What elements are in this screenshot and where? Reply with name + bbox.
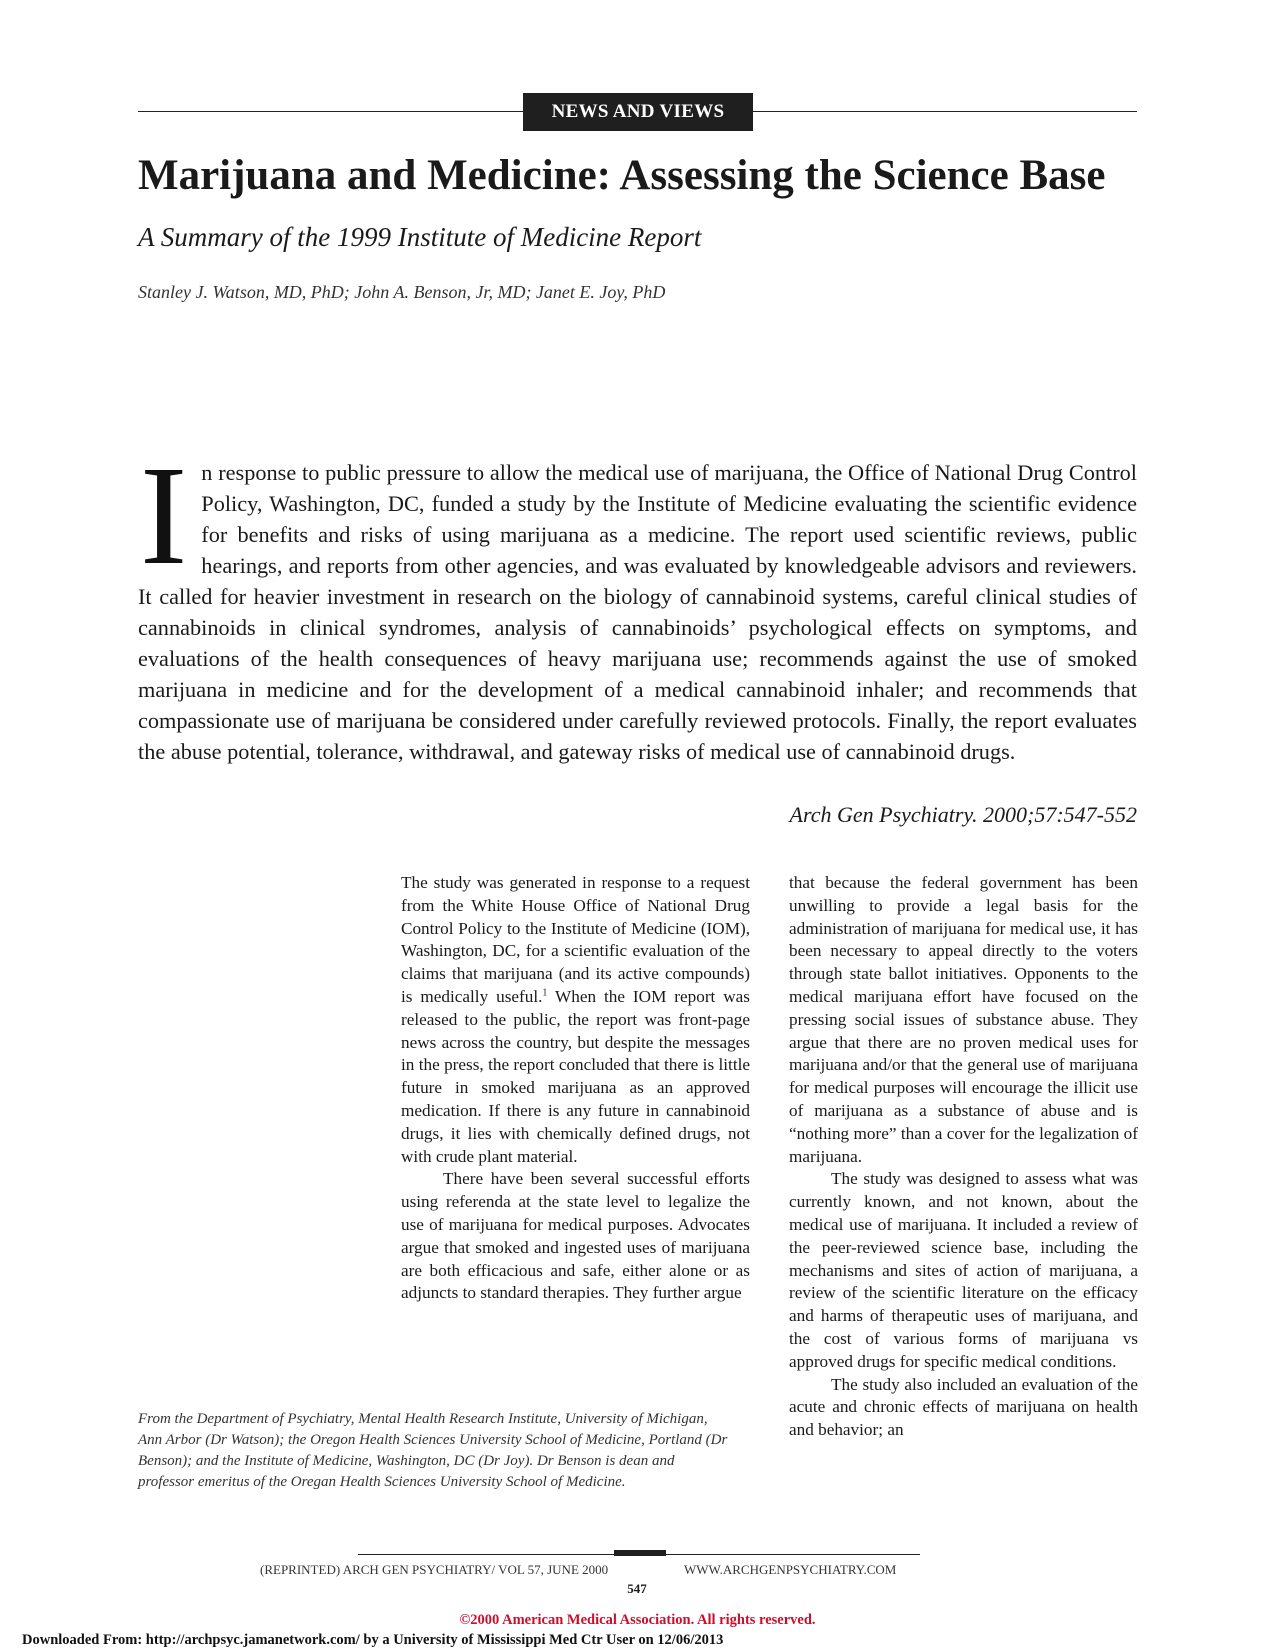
page-number: 547 (627, 1581, 647, 1596)
body-column-right (789, 872, 1138, 1442)
article-title: Marijuana and Medicine: Assessing the Science Base (138, 152, 1106, 199)
abstract (138, 436, 1137, 767)
author-list: Stanley J. Watson, MD, PhD; John A. Benson, Jr, MD; Janet E. Joy, PhD (138, 282, 666, 302)
body-paragraph (401, 872, 750, 1168)
body-paragraph: that because the federal government has been unwilling to provide a legal basis for the administration of marijuana for medical use, it has been necessary to appeal directly to the voters through state ballot initiatives. Opponents to the medical marijuana effort have focused on the pressing social issues of substance abuse. They argue that there are no proven medical uses for marijuana and/or that the general use of marijuana for medical purposes will encourage the illicit use of marijuana as a substance of abuse and is “nothing more” than a cover for the legalization of marijuana. (789, 873, 1138, 1166)
citation: Arch Gen Psychiatry. 2000;57:547-552 (789, 802, 1137, 827)
section-tag: NEWS AND VIEWS (523, 93, 753, 131)
footer-journal: (REPRINTED) ARCH GEN PSYCHIATRY/ VOL 57, JUNE 2000 (260, 1562, 609, 1577)
body-paragraph: The study also included an evaluation of the acute and chronic effects of marijuana on health and behavior; an (789, 1374, 1138, 1440)
body-text: When the IOM report was released to the public, the report was front-page news across the country, but despite the messages in the press, the report concluded that there is little future in smoked marijuana as an approved medication. If there is any future in cannabinoid drugs, it lies with chemically defined drugs, not with crude plant material. (401, 986, 750, 1166)
footer-marker (614, 1550, 666, 1556)
reference-marker[interactable]: 1 (542, 987, 548, 999)
download-notice: Downloaded From: http://archpsyc.jamanetwork.com/ by a University of Mississippi Med Ctr User on 12/06/2013 (22, 1632, 724, 1648)
body-text: The study was generated in response to a request from the White House Office of National Drug Control Policy to the Institute of Medicine (IOM), Washington, DC, for a scientific evaluation of the claims that marijuana (and its active compounds) is medically useful. (401, 873, 750, 1006)
body-paragraph: There have been several successful efforts using referenda at the state level to legalize the use of marijuana for medical purposes. Advocates argue that smoked and ingested uses of marijuana are both efficacious and safe, either alone or as adjuncts to standard therapies. They further argue (401, 1169, 750, 1303)
footer-url[interactable]: WWW.ARCHGENPSYCHIATRY.COM (684, 1562, 897, 1577)
author-affiliation: From the Department of Psychiatry, Mental Health Research Institute, University of Michigan, Ann Arbor (Dr Watson); the Oregon Health Sciences University School of Medicine, Portland (Dr Benson); and the Institute of Medicine, Washington, DC (Dr Joy). Dr Benson is dean and professor emeritus of the Oregan Health Sciences University School of Medicine. (138, 1411, 728, 1490)
article-subtitle: A Summary of the 1999 Institute of Medicine Report (138, 222, 702, 252)
abstract-text: n response to public pressure to allow the medical use of marijuana, the Office of National Drug Control Policy, Washington, DC, funded a study by the Institute of Medicine evaluating the scientific evidence for benefits and risks of using marijuana as a medicine. The report used scientific reviews, public hearings, and reports from other agencies, and was evaluated by knowledgeable advisors and reviewers. It called for heavier investment in research on the biology of cannabinoid systems, careful clinical studies of cannabinoids in clinical syndromes, analysis of cannabinoids’ psychological effects on symptoms, and evaluations of the health consequences of heavy marijuana use; recommends against the use of smoked marijuana in medicine and for the development of a medical cannabinoid inhaler; and recommends that compassionate use of marijuana be considered under carefully reviewed protocols. Finally, the report evaluates the abuse potential, tolerance, withdrawal, and gateway risks of medical use of cannabinoid drugs. (138, 460, 1137, 764)
body-column-left (401, 872, 750, 1305)
body-paragraph: The study was designed to assess what was currently known, and not known, about the medical use of marijuana. It included a review of the peer-reviewed science base, including the mechanisms and sites of action of marijuana, a review of the scientific literature on the efficacy and harms of therapeutic uses of marijuana, and the cost of various forms of marijuana vs approved drugs for specific medical conditions. (789, 1169, 1138, 1371)
copyright-notice: ©2000 American Medical Association. All rights reserved. (459, 1612, 816, 1628)
drop-cap: I (140, 436, 188, 594)
